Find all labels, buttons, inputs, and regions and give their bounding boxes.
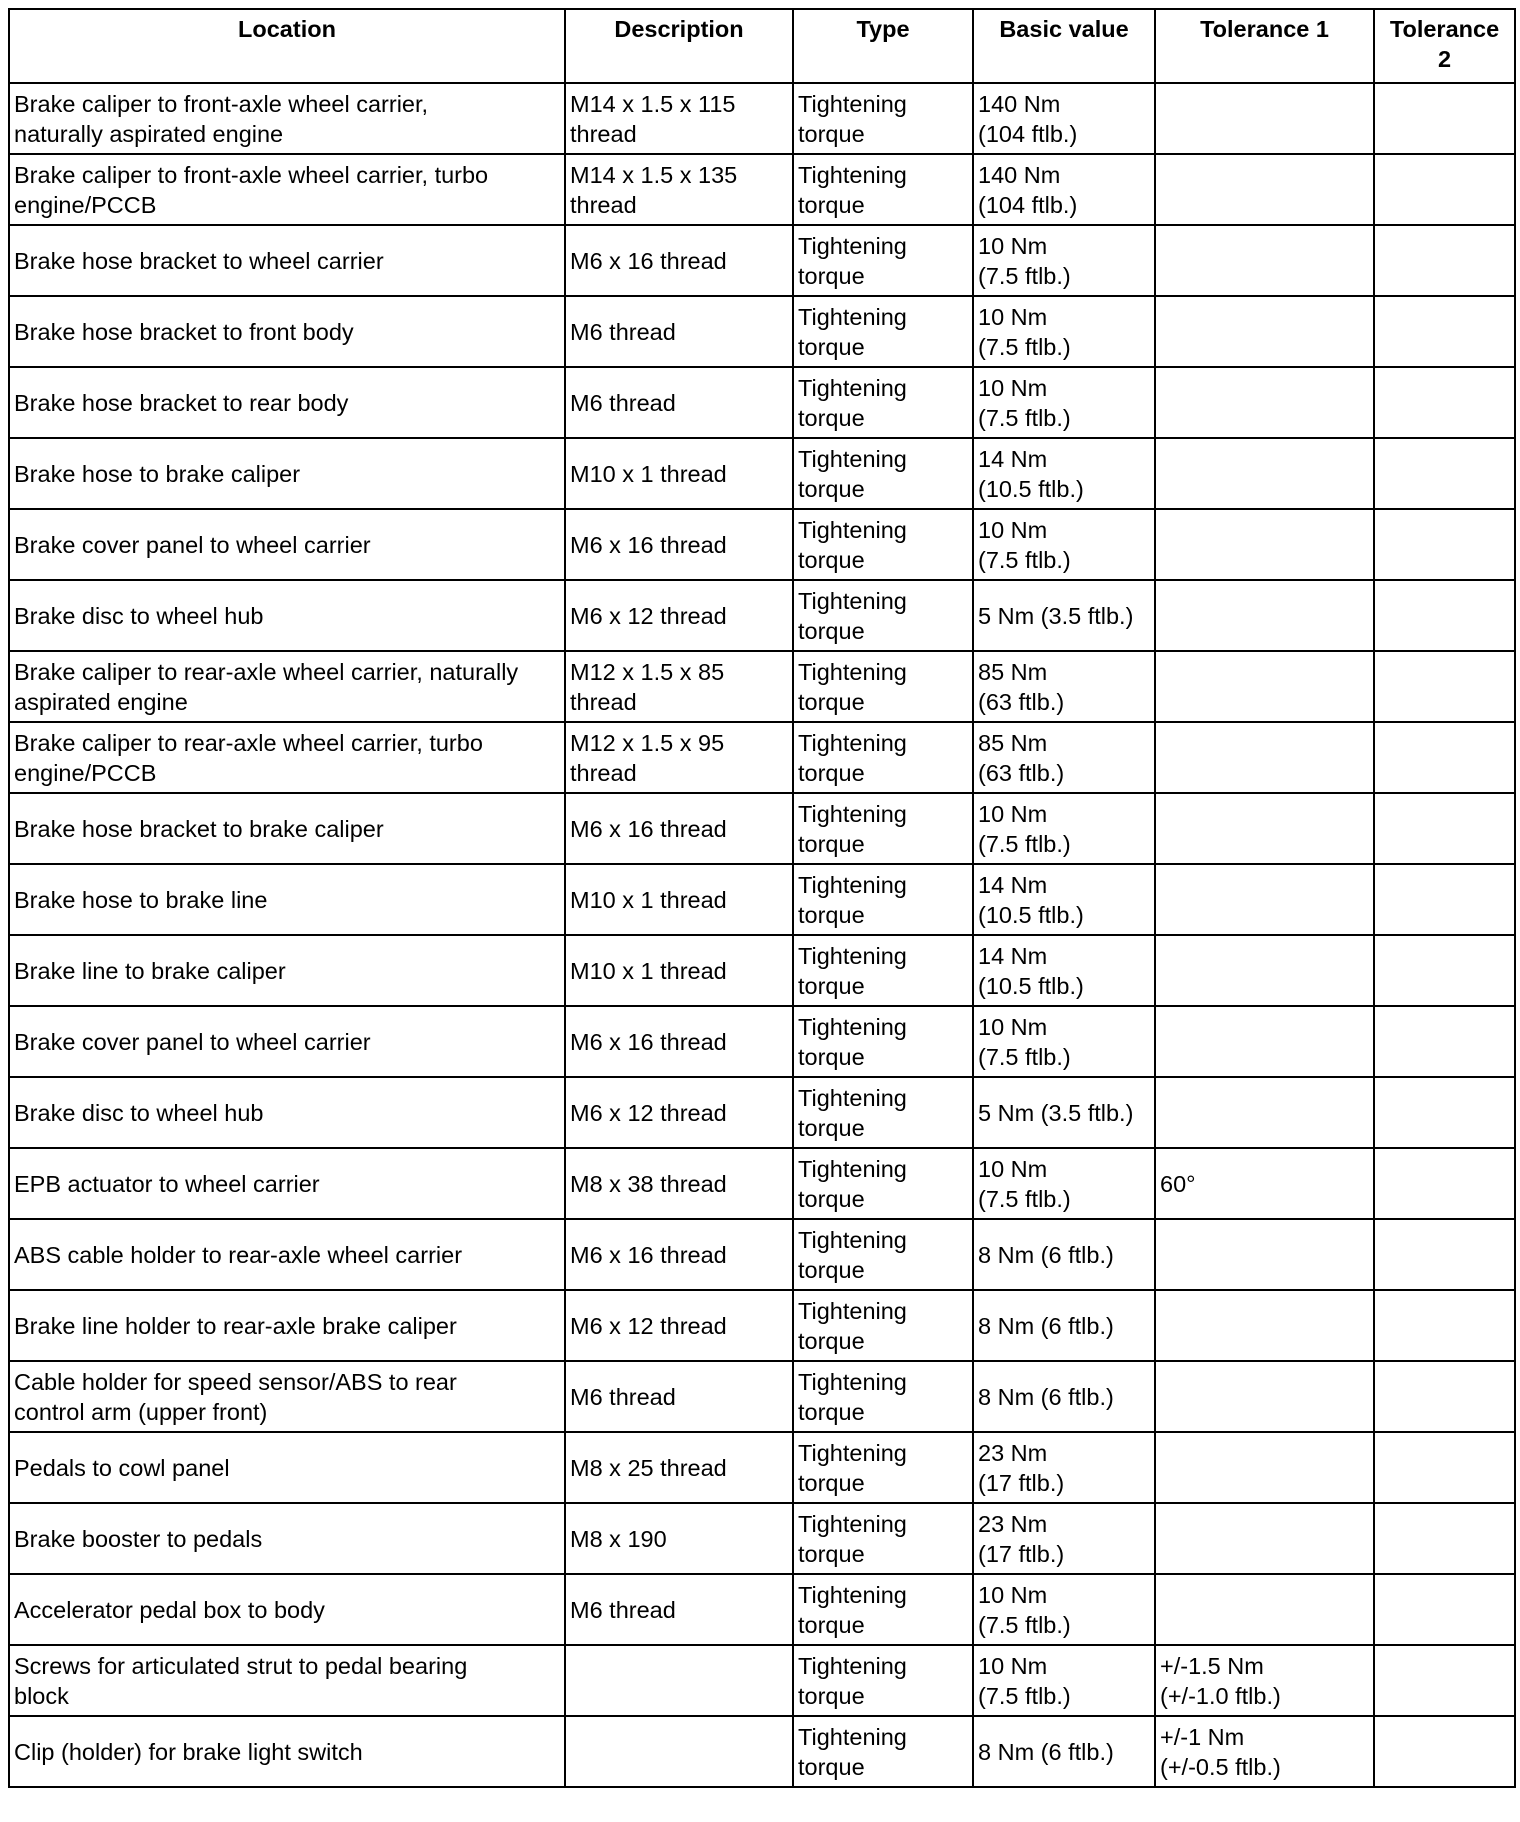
cell-text: M6 thread xyxy=(570,389,676,416)
cell-text: M6 x 12 thread xyxy=(570,1312,727,1339)
description-cell xyxy=(565,935,793,1006)
cell-text: Tightening torque xyxy=(798,1652,907,1709)
tolerance-2-cell xyxy=(1374,793,1515,864)
cell-text: Brake caliper to rear-axle wheel carrier, turbo engine/PCCB xyxy=(14,729,483,786)
tolerance-2-cell xyxy=(1374,1716,1515,1787)
cell-text: M10 x 1 thread xyxy=(570,957,727,984)
tolerance-1-cell xyxy=(1155,83,1374,154)
location-cell xyxy=(9,651,565,722)
cell-text: 60° xyxy=(1160,1170,1196,1197)
description-cell xyxy=(565,83,793,154)
table-row xyxy=(9,651,1515,722)
cell-text: Tightening torque xyxy=(798,161,907,218)
cell-text: Brake cover panel to wheel carrier xyxy=(14,1028,371,1055)
tolerance-1-cell xyxy=(1155,1503,1374,1574)
cell-text: 5 Nm (3.5 ftlb.) xyxy=(978,602,1134,629)
table-row xyxy=(9,509,1515,580)
cell-text: Brake caliper to rear-axle wheel carrier, naturally aspirated engine xyxy=(14,658,519,715)
location-cell xyxy=(9,154,565,225)
type-cell xyxy=(793,296,973,367)
table-header-row xyxy=(9,9,1515,83)
basic-value-cell xyxy=(973,864,1155,935)
type-cell xyxy=(793,722,973,793)
cell-text: Tightening torque xyxy=(798,1013,907,1070)
type-cell xyxy=(793,225,973,296)
cell-text: M8 x 25 thread xyxy=(570,1454,727,1481)
table-row xyxy=(9,367,1515,438)
tolerance-2-cell xyxy=(1374,864,1515,935)
cell-text: 85 Nm (63 ftlb.) xyxy=(978,729,1065,786)
tolerance-1-cell xyxy=(1155,367,1374,438)
table-row xyxy=(9,722,1515,793)
description-cell xyxy=(565,367,793,438)
location-cell xyxy=(9,1645,565,1716)
basic-value-cell xyxy=(973,296,1155,367)
tolerance-1-cell xyxy=(1155,1006,1374,1077)
tolerance-1-cell xyxy=(1155,1219,1374,1290)
description-cell xyxy=(565,154,793,225)
table-row xyxy=(9,1574,1515,1645)
description-cell xyxy=(565,1503,793,1574)
basic-value-cell xyxy=(973,1645,1155,1716)
description-cell xyxy=(565,509,793,580)
table-row xyxy=(9,154,1515,225)
cell-text: M12 x 1.5 x 85 thread xyxy=(570,658,725,715)
basic-value-cell xyxy=(973,1219,1155,1290)
tolerance-1-cell xyxy=(1155,793,1374,864)
cell-text: Tightening torque xyxy=(798,658,907,715)
basic-value-cell xyxy=(973,935,1155,1006)
table-row xyxy=(9,1361,1515,1432)
cell-text: 5 Nm (3.5 ftlb.) xyxy=(978,1099,1134,1126)
tolerance-1-cell xyxy=(1155,1432,1374,1503)
location-cell xyxy=(9,722,565,793)
type-cell xyxy=(793,1290,973,1361)
cell-text: Brake hose bracket to brake caliper xyxy=(14,815,384,842)
type-cell xyxy=(793,1148,973,1219)
tolerance-2-cell xyxy=(1374,651,1515,722)
type-cell xyxy=(793,1006,973,1077)
cell-text: Pedals to cowl panel xyxy=(14,1454,230,1481)
description-cell xyxy=(565,580,793,651)
cell-text: 10 Nm (7.5 ftlb.) xyxy=(978,374,1071,431)
location-cell xyxy=(9,935,565,1006)
location-cell xyxy=(9,1432,565,1503)
cell-text: Tightening torque xyxy=(798,871,907,928)
cell-text: M8 x 38 thread xyxy=(570,1170,727,1197)
cell-text: 10 Nm (7.5 ftlb.) xyxy=(978,516,1071,573)
location-cell xyxy=(9,296,565,367)
cell-text: Tightening torque xyxy=(798,729,907,786)
tolerance-2-cell xyxy=(1374,1006,1515,1077)
cell-text: Tightening torque xyxy=(798,800,907,857)
tolerance-2-cell xyxy=(1374,1290,1515,1361)
table-row xyxy=(9,1077,1515,1148)
tolerance-1-cell xyxy=(1155,864,1374,935)
basic-value-cell xyxy=(973,1574,1155,1645)
basic-value-cell xyxy=(973,1503,1155,1574)
cell-text: M6 x 12 thread xyxy=(570,1099,727,1126)
tolerance-2-cell xyxy=(1374,83,1515,154)
location-cell xyxy=(9,580,565,651)
cell-text: 8 Nm (6 ftlb.) xyxy=(978,1241,1114,1268)
tolerance-2-cell xyxy=(1374,154,1515,225)
column-header-description: Description xyxy=(565,9,793,83)
cell-text: 8 Nm (6 ftlb.) xyxy=(978,1312,1114,1339)
description-cell xyxy=(565,1716,793,1787)
tolerance-1-cell xyxy=(1155,1645,1374,1716)
cell-text: M6 x 16 thread xyxy=(570,1028,727,1055)
cell-text: Brake hose bracket to wheel carrier xyxy=(14,247,384,274)
cell-text: Tightening torque xyxy=(798,1581,907,1638)
tolerance-1-cell xyxy=(1155,1361,1374,1432)
cell-text: 10 Nm (7.5 ftlb.) xyxy=(978,1013,1071,1070)
basic-value-cell xyxy=(973,225,1155,296)
cell-text: M6 thread xyxy=(570,1596,676,1623)
description-cell xyxy=(565,722,793,793)
tolerance-2-cell xyxy=(1374,1361,1515,1432)
cell-text: 10 Nm (7.5 ftlb.) xyxy=(978,800,1071,857)
basic-value-cell xyxy=(973,438,1155,509)
cell-text: M6 x 16 thread xyxy=(570,531,727,558)
cell-text: EPB actuator to wheel carrier xyxy=(14,1170,320,1197)
description-cell xyxy=(565,438,793,509)
cell-text: 10 Nm (7.5 ftlb.) xyxy=(978,1652,1071,1709)
tolerance-2-cell xyxy=(1374,1432,1515,1503)
cell-text: Tightening torque xyxy=(798,1368,907,1425)
cell-text: Screws for articulated strut to pedal bearing block xyxy=(14,1652,468,1709)
description-cell xyxy=(565,1077,793,1148)
basic-value-cell xyxy=(973,509,1155,580)
cell-text: Tightening torque xyxy=(798,1510,907,1567)
table-row xyxy=(9,935,1515,1006)
type-cell xyxy=(793,580,973,651)
tolerance-1-cell xyxy=(1155,722,1374,793)
table-row xyxy=(9,580,1515,651)
type-cell xyxy=(793,1432,973,1503)
cell-text: M6 x 12 thread xyxy=(570,602,727,629)
location-cell xyxy=(9,793,565,864)
basic-value-cell xyxy=(973,367,1155,438)
tolerance-1-cell xyxy=(1155,1290,1374,1361)
cell-text: Brake hose to brake caliper xyxy=(14,460,301,487)
cell-text: 14 Nm (10.5 ftlb.) xyxy=(978,942,1084,999)
cell-text: 10 Nm (7.5 ftlb.) xyxy=(978,1581,1071,1638)
cell-text: Tightening torque xyxy=(798,1723,907,1780)
cell-text: 8 Nm (6 ftlb.) xyxy=(978,1383,1114,1410)
cell-text: M6 x 16 thread xyxy=(570,1241,727,1268)
basic-value-cell xyxy=(973,83,1155,154)
table-row xyxy=(9,1148,1515,1219)
tolerance-2-cell xyxy=(1374,296,1515,367)
tolerance-1-cell xyxy=(1155,1077,1374,1148)
description-cell xyxy=(565,1645,793,1716)
basic-value-cell xyxy=(973,1006,1155,1077)
cell-text: 8 Nm (6 ftlb.) xyxy=(978,1738,1114,1765)
cell-text: Cable holder for speed sensor/ABS to rear control arm (upper front) xyxy=(14,1368,457,1425)
cell-text: M6 thread xyxy=(570,318,676,345)
description-cell xyxy=(565,1006,793,1077)
cell-text: +/-1 Nm (+/-0.5 ftlb.) xyxy=(1160,1723,1281,1780)
cell-text: M14 x 1.5 x 115 thread xyxy=(570,90,736,147)
tolerance-2-cell xyxy=(1374,225,1515,296)
location-cell xyxy=(9,509,565,580)
table-row xyxy=(9,1432,1515,1503)
cell-text: Accelerator pedal box to body xyxy=(14,1596,325,1623)
cell-text: 10 Nm (7.5 ftlb.) xyxy=(978,232,1071,289)
basic-value-cell xyxy=(973,651,1155,722)
description-cell xyxy=(565,1219,793,1290)
cell-text: Brake caliper to front-axle wheel carrier, turbo engine/PCCB xyxy=(14,161,489,218)
tolerance-2-cell xyxy=(1374,1503,1515,1574)
table-row xyxy=(9,1645,1515,1716)
cell-text: Brake cover panel to wheel carrier xyxy=(14,531,371,558)
tolerance-1-cell xyxy=(1155,580,1374,651)
column-header-tolerance-2: Tolerance 2 xyxy=(1374,9,1515,83)
location-cell xyxy=(9,1290,565,1361)
location-cell xyxy=(9,1503,565,1574)
type-cell xyxy=(793,438,973,509)
column-header-location: Location xyxy=(9,9,565,83)
cell-text: 23 Nm (17 ftlb.) xyxy=(978,1510,1065,1567)
location-cell xyxy=(9,1219,565,1290)
cell-text: 14 Nm (10.5 ftlb.) xyxy=(978,871,1084,928)
cell-text: Brake hose to brake line xyxy=(14,886,268,913)
cell-text: 14 Nm (10.5 ftlb.) xyxy=(978,445,1084,502)
basic-value-cell xyxy=(973,1290,1155,1361)
cell-text: M14 x 1.5 x 135 thread xyxy=(570,161,738,218)
description-cell xyxy=(565,225,793,296)
type-cell xyxy=(793,793,973,864)
description-cell xyxy=(565,793,793,864)
basic-value-cell xyxy=(973,1077,1155,1148)
cell-text: Tightening torque xyxy=(798,1084,907,1141)
cell-text: Tightening torque xyxy=(798,516,907,573)
tolerance-1-cell xyxy=(1155,296,1374,367)
type-cell xyxy=(793,1077,973,1148)
cell-text: Tightening torque xyxy=(798,374,907,431)
table-row xyxy=(9,793,1515,864)
location-cell xyxy=(9,1716,565,1787)
location-cell xyxy=(9,1077,565,1148)
tolerance-1-cell xyxy=(1155,1716,1374,1787)
cell-text: M12 x 1.5 x 95 thread xyxy=(570,729,725,786)
table-row xyxy=(9,1219,1515,1290)
cell-text: 23 Nm (17 ftlb.) xyxy=(978,1439,1065,1496)
tolerance-2-cell xyxy=(1374,580,1515,651)
type-cell xyxy=(793,1574,973,1645)
column-header-basic-value: Basic value xyxy=(973,9,1155,83)
type-cell xyxy=(793,1219,973,1290)
torque-spec-table xyxy=(8,8,1516,1788)
tolerance-2-cell xyxy=(1374,509,1515,580)
tolerance-2-cell xyxy=(1374,1574,1515,1645)
location-cell xyxy=(9,367,565,438)
tolerance-2-cell xyxy=(1374,935,1515,1006)
cell-text: M6 thread xyxy=(570,1383,676,1410)
cell-text: Brake booster to pedals xyxy=(14,1525,263,1552)
cell-text: Clip (holder) for brake light switch xyxy=(14,1738,363,1765)
tolerance-1-cell xyxy=(1155,225,1374,296)
basic-value-cell xyxy=(973,793,1155,864)
basic-value-cell xyxy=(973,722,1155,793)
table-row xyxy=(9,296,1515,367)
tolerance-2-cell xyxy=(1374,1219,1515,1290)
description-cell xyxy=(565,1432,793,1503)
description-cell xyxy=(565,864,793,935)
table-row xyxy=(9,1503,1515,1574)
cell-text: ABS cable holder to rear-axle wheel carrier xyxy=(14,1241,463,1268)
cell-text: 10 Nm (7.5 ftlb.) xyxy=(978,303,1071,360)
cell-text: +/-1.5 Nm (+/-1.0 ftlb.) xyxy=(1160,1652,1281,1709)
tolerance-2-cell xyxy=(1374,367,1515,438)
tolerance-2-cell xyxy=(1374,722,1515,793)
type-cell xyxy=(793,1716,973,1787)
cell-text: Tightening torque xyxy=(798,1226,907,1283)
cell-text: Tightening torque xyxy=(798,587,907,644)
cell-text: M6 x 16 thread xyxy=(570,247,727,274)
cell-text: Brake disc to wheel hub xyxy=(14,602,264,629)
location-cell xyxy=(9,225,565,296)
description-cell xyxy=(565,1361,793,1432)
tolerance-1-cell xyxy=(1155,651,1374,722)
cell-text: Tightening torque xyxy=(798,1155,907,1212)
table-row xyxy=(9,1716,1515,1787)
cell-text: Brake disc to wheel hub xyxy=(14,1099,264,1126)
tolerance-1-cell xyxy=(1155,1148,1374,1219)
type-cell xyxy=(793,1503,973,1574)
description-cell xyxy=(565,296,793,367)
description-cell xyxy=(565,1290,793,1361)
cell-text: M10 x 1 thread xyxy=(570,460,727,487)
cell-text: Brake line holder to rear-axle brake caliper xyxy=(14,1312,457,1339)
table-row xyxy=(9,83,1515,154)
type-cell xyxy=(793,83,973,154)
table-row xyxy=(9,1290,1515,1361)
cell-text: Brake caliper to front-axle wheel carrier, naturally aspirated engine xyxy=(14,90,429,147)
cell-text: 140 Nm (104 ftlb.) xyxy=(978,161,1078,218)
tolerance-2-cell xyxy=(1374,1148,1515,1219)
cell-text: Tightening torque xyxy=(798,942,907,999)
tolerance-1-cell xyxy=(1155,1574,1374,1645)
cell-text: Tightening torque xyxy=(798,90,907,147)
tolerance-1-cell xyxy=(1155,935,1374,1006)
tolerance-1-cell xyxy=(1155,509,1374,580)
cell-text: Tightening torque xyxy=(798,232,907,289)
type-cell xyxy=(793,1361,973,1432)
cell-text: M6 x 16 thread xyxy=(570,815,727,842)
cell-text: Tightening torque xyxy=(798,445,907,502)
cell-text: Tightening torque xyxy=(798,303,907,360)
cell-text: 10 Nm (7.5 ftlb.) xyxy=(978,1155,1071,1212)
tolerance-1-cell xyxy=(1155,438,1374,509)
cell-text: 85 Nm (63 ftlb.) xyxy=(978,658,1065,715)
tolerance-2-cell xyxy=(1374,1645,1515,1716)
cell-text: Brake hose bracket to rear body xyxy=(14,389,349,416)
description-cell xyxy=(565,651,793,722)
table-row xyxy=(9,438,1515,509)
location-cell xyxy=(9,83,565,154)
basic-value-cell xyxy=(973,1716,1155,1787)
basic-value-cell xyxy=(973,154,1155,225)
tolerance-2-cell xyxy=(1374,438,1515,509)
location-cell xyxy=(9,1148,565,1219)
location-cell xyxy=(9,1574,565,1645)
type-cell xyxy=(793,935,973,1006)
cell-text: Brake line to brake caliper xyxy=(14,957,286,984)
table-row xyxy=(9,864,1515,935)
type-cell xyxy=(793,651,973,722)
cell-text: M10 x 1 thread xyxy=(570,886,727,913)
type-cell xyxy=(793,864,973,935)
basic-value-cell xyxy=(973,580,1155,651)
basic-value-cell xyxy=(973,1361,1155,1432)
cell-text: M8 x 190 xyxy=(570,1525,667,1552)
type-cell xyxy=(793,154,973,225)
tolerance-1-cell xyxy=(1155,154,1374,225)
basic-value-cell xyxy=(973,1432,1155,1503)
description-cell xyxy=(565,1148,793,1219)
cell-text: 140 Nm (104 ftlb.) xyxy=(978,90,1078,147)
basic-value-cell xyxy=(973,1148,1155,1219)
table-row xyxy=(9,1006,1515,1077)
table-body xyxy=(9,83,1515,1787)
location-cell xyxy=(9,1361,565,1432)
description-cell xyxy=(565,1574,793,1645)
type-cell xyxy=(793,509,973,580)
column-header-tolerance-1: Tolerance 1 xyxy=(1155,9,1374,83)
table-row xyxy=(9,225,1515,296)
location-cell xyxy=(9,864,565,935)
column-header-type: Type xyxy=(793,9,973,83)
cell-text: Tightening torque xyxy=(798,1297,907,1354)
type-cell xyxy=(793,1645,973,1716)
cell-text: Brake hose bracket to front body xyxy=(14,318,354,345)
location-cell xyxy=(9,1006,565,1077)
type-cell xyxy=(793,367,973,438)
location-cell xyxy=(9,438,565,509)
tolerance-2-cell xyxy=(1374,1077,1515,1148)
cell-text: Tightening torque xyxy=(798,1439,907,1496)
